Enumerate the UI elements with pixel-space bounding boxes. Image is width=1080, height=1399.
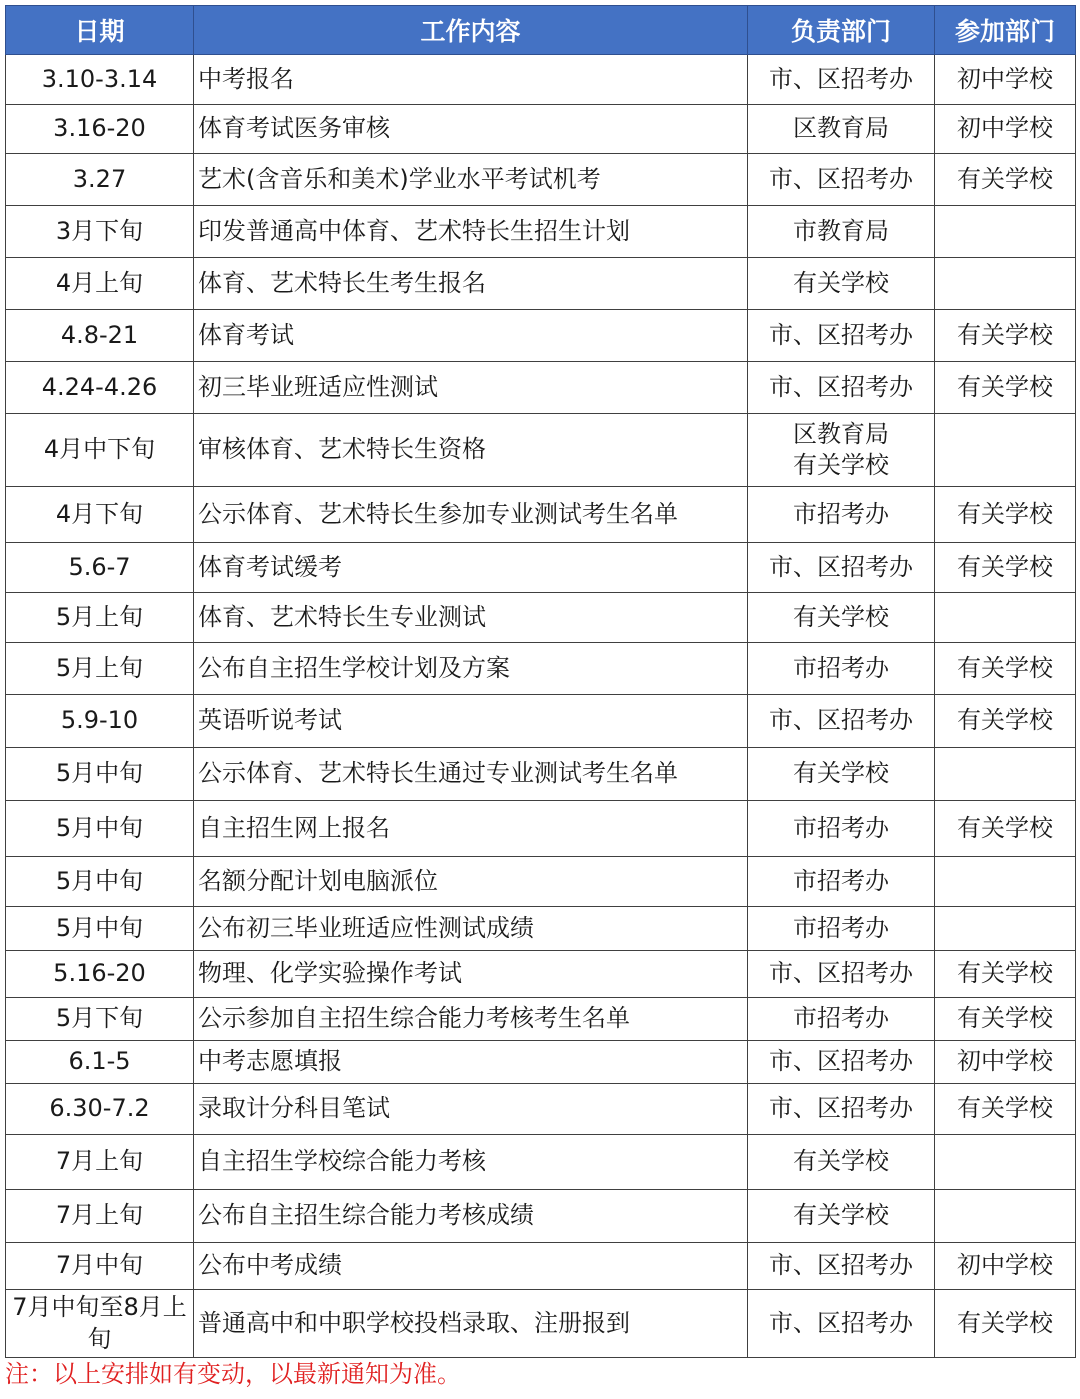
task-cell: 初三毕业班适应性测试 (194, 362, 748, 414)
date-cell: 6.1-5 (6, 1041, 194, 1084)
date-cell: 5月上旬 (6, 643, 194, 695)
table-row (6, 310, 1076, 362)
task-cell: 体育、艺术特长生专业测试 (194, 593, 748, 643)
task-cell: 体育考试缓考 (194, 543, 748, 593)
responsible-cell (748, 414, 935, 487)
date-cell: 5.16-20 (6, 951, 194, 998)
date-cell: 5月中旬 (6, 801, 194, 857)
participating-cell: 有关学校 (935, 1290, 1076, 1358)
participating-cell: 有关学校 (935, 951, 1076, 998)
task-cell: 公布自主招生学校计划及方案 (194, 643, 748, 695)
responsible-cell: 市、区招考办 (748, 1084, 935, 1135)
date-cell: 5月下旬 (6, 998, 194, 1041)
table-row (6, 258, 1076, 310)
task-cell: 中考志愿填报 (194, 1041, 748, 1084)
table-row (6, 543, 1076, 593)
participating-cell: 有关学校 (935, 998, 1076, 1041)
task-cell: 自主招生学校综合能力考核 (194, 1135, 748, 1190)
responsible-cell: 市招考办 (748, 907, 935, 951)
responsible-cell: 市、区招考办 (748, 695, 935, 748)
task-cell: 公布自主招生综合能力考核成绩 (194, 1190, 748, 1243)
header-responsible: 负责部门 (748, 6, 935, 55)
participating-cell: 初中学校 (935, 1243, 1076, 1290)
responsible-cell: 市教育局 (748, 206, 935, 258)
date-cell: 4.24-4.26 (6, 362, 194, 414)
header-participating: 参加部门 (935, 6, 1076, 55)
task-cell: 公示参加自主招生综合能力考核考生名单 (194, 998, 748, 1041)
responsible-cell: 市招考办 (748, 643, 935, 695)
table-row (6, 1041, 1076, 1084)
task-cell: 名额分配计划电脑派位 (194, 857, 748, 907)
date-cell: 7月上旬 (6, 1190, 194, 1243)
responsible-cell: 市招考办 (748, 998, 935, 1041)
table-row (6, 1290, 1076, 1358)
date-cell: 7月中旬至8月上旬 (6, 1290, 194, 1358)
responsible-cell: 有关学校 (748, 593, 935, 643)
responsible-cell: 市、区招考办 (748, 1243, 935, 1290)
participating-cell: 有关学校 (935, 1084, 1076, 1135)
table-row (6, 907, 1076, 951)
responsible-cell: 市、区招考办 (748, 1041, 935, 1084)
table-row (6, 206, 1076, 258)
participating-cell (935, 748, 1076, 801)
task-cell: 体育、艺术特长生考生报名 (194, 258, 748, 310)
task-cell: 公示体育、艺术特长生参加专业测试考生名单 (194, 487, 748, 543)
participating-cell: 有关学校 (935, 801, 1076, 857)
date-cell: 4月上旬 (6, 258, 194, 310)
task-cell: 体育考试医务审核 (194, 105, 748, 154)
date-cell: 5月中旬 (6, 907, 194, 951)
date-cell: 3.16-20 (6, 105, 194, 154)
participating-cell (935, 414, 1076, 487)
participating-cell (935, 206, 1076, 258)
task-cell: 艺术(含音乐和美术)学业水平考试机考 (194, 154, 748, 206)
date-cell: 7月上旬 (6, 1135, 194, 1190)
table-row (6, 1243, 1076, 1290)
date-cell: 3.10-3.14 (6, 55, 194, 105)
date-cell: 5月中旬 (6, 748, 194, 801)
date-cell: 4月中下旬 (6, 414, 194, 487)
participating-cell: 有关学校 (935, 543, 1076, 593)
task-cell: 中考报名 (194, 55, 748, 105)
participating-cell: 有关学校 (935, 362, 1076, 414)
table-row (6, 105, 1076, 154)
task-cell: 录取计分科目笔试 (194, 1084, 748, 1135)
participating-cell: 有关学校 (935, 643, 1076, 695)
participating-cell: 有关学校 (935, 487, 1076, 543)
responsible-cell: 市招考办 (748, 801, 935, 857)
participating-cell (935, 907, 1076, 951)
responsible-cell: 市、区招考办 (748, 55, 935, 105)
date-cell: 5.6-7 (6, 543, 194, 593)
responsible-cell: 市、区招考办 (748, 1290, 935, 1358)
task-cell: 印发普通高中体育、艺术特长生招生计划 (194, 206, 748, 258)
task-cell: 物理、化学实验操作考试 (194, 951, 748, 998)
footnote: 注：以上安排如有变动，以最新通知为准。 (5, 1360, 461, 1388)
table-row (6, 1084, 1076, 1135)
responsible-cell: 市、区招考办 (748, 310, 935, 362)
responsible-cell: 有关学校 (748, 748, 935, 801)
table-row (6, 362, 1076, 414)
task-cell: 公布初三毕业班适应性测试成绩 (194, 907, 748, 951)
table-row (6, 593, 1076, 643)
table-row (6, 414, 1076, 487)
participating-cell: 有关学校 (935, 310, 1076, 362)
responsible-cell: 市招考办 (748, 857, 935, 907)
date-cell: 6.30-7.2 (6, 1084, 194, 1135)
responsible-cell: 有关学校 (748, 1190, 935, 1243)
table-row (6, 748, 1076, 801)
participating-cell (935, 593, 1076, 643)
task-cell: 体育考试 (194, 310, 748, 362)
table-row (6, 695, 1076, 748)
participating-cell (935, 258, 1076, 310)
task-cell: 公示体育、艺术特长生通过专业测试考生名单 (194, 748, 748, 801)
table-row (6, 154, 1076, 206)
participating-cell: 有关学校 (935, 695, 1076, 748)
schedule-body (6, 55, 1076, 1358)
header-date: 日期 (6, 6, 194, 55)
table-row (6, 55, 1076, 105)
task-cell: 公布中考成绩 (194, 1243, 748, 1290)
responsible-cell: 区教育局 (748, 105, 935, 154)
participating-cell (935, 1135, 1076, 1190)
responsible-cell: 市招考办 (748, 487, 935, 543)
participating-cell (935, 857, 1076, 907)
table-row (6, 487, 1076, 543)
date-cell: 7月中旬 (6, 1243, 194, 1290)
responsible-cell: 市、区招考办 (748, 154, 935, 206)
table-row (6, 951, 1076, 998)
date-cell: 5月中旬 (6, 857, 194, 907)
responsible-cell: 有关学校 (748, 258, 935, 310)
date-cell: 3月下旬 (6, 206, 194, 258)
date-cell: 4月下旬 (6, 487, 194, 543)
responsible-cell: 市、区招考办 (748, 543, 935, 593)
schedule-sheet (5, 5, 1075, 1358)
table-row (6, 857, 1076, 907)
table-row (6, 643, 1076, 695)
date-cell: 5.9-10 (6, 695, 194, 748)
responsible-cell: 有关学校 (748, 1135, 935, 1190)
participating-cell: 有关学校 (935, 154, 1076, 206)
table-row (6, 801, 1076, 857)
date-cell: 3.27 (6, 154, 194, 206)
table-row (6, 998, 1076, 1041)
date-cell: 4.8-21 (6, 310, 194, 362)
schedule-table (5, 5, 1076, 1358)
task-cell: 普通高中和中职学校投档录取、注册报到 (194, 1290, 748, 1358)
task-cell: 英语听说考试 (194, 695, 748, 748)
responsible-line: 有关学校 (793, 451, 889, 479)
date-cell: 5月上旬 (6, 593, 194, 643)
task-cell: 审核体育、艺术特长生资格 (194, 414, 748, 487)
participating-cell (935, 1190, 1076, 1243)
participating-cell: 初中学校 (935, 105, 1076, 154)
header-row (6, 6, 1076, 55)
responsible-line: 区教育局 (793, 419, 889, 448)
table-row (6, 1190, 1076, 1243)
responsible-cell: 市、区招考办 (748, 362, 935, 414)
participating-cell: 初中学校 (935, 55, 1076, 105)
task-cell: 自主招生网上报名 (194, 801, 748, 857)
header-task: 工作内容 (194, 6, 748, 55)
table-row (6, 1135, 1076, 1190)
participating-cell: 初中学校 (935, 1041, 1076, 1084)
responsible-cell: 市、区招考办 (748, 951, 935, 998)
